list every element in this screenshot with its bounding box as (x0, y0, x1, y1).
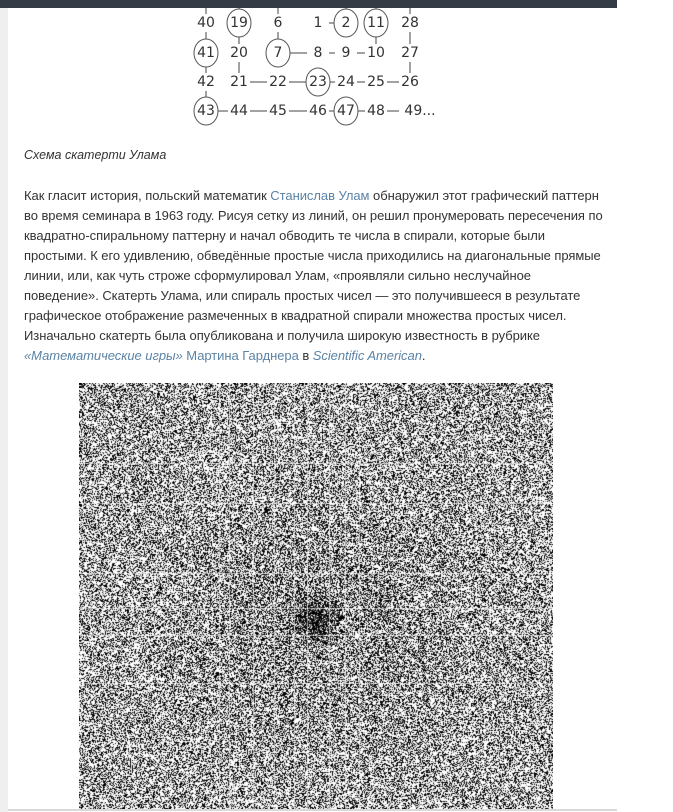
spiral-number: 26 (401, 74, 419, 90)
spiral-number: 7 (273, 45, 283, 61)
ulam-spiral-canvas (79, 383, 553, 810)
spiral-number: 42 (197, 74, 215, 90)
divider (8, 809, 617, 811)
spiral-number: 24 (337, 74, 355, 90)
spiral-number: 43 (197, 103, 215, 119)
spiral-number: 47 (337, 103, 355, 119)
spiral-number: 40 (197, 15, 215, 31)
spiral-number: 10 (367, 45, 385, 61)
top-bar (0, 0, 617, 8)
spiral-number: 28 (401, 15, 419, 31)
spiral-number: 22 (269, 74, 287, 90)
spiral-number: 11 (367, 15, 385, 31)
spiral-number: 49... (404, 103, 436, 119)
link-stanislaw-ulam[interactable]: Станислав Улам (270, 188, 370, 203)
spiral-number: 25 (367, 74, 385, 90)
spiral-number: 21 (230, 74, 248, 90)
spiral-number: 20 (230, 45, 248, 61)
left-gutter (0, 8, 8, 812)
spiral-number: 27 (401, 45, 419, 61)
figure-caption: Схема скатерти Улама (24, 148, 167, 162)
spiral-number: 8 (313, 45, 323, 61)
spiral-number: 23 (309, 74, 327, 90)
spiral-number: 41 (197, 45, 215, 61)
paragraph-text: в (298, 348, 313, 363)
spiral-number: 44 (230, 103, 248, 119)
link-scientific-american[interactable]: Scientific American (312, 348, 422, 363)
ulam-spiral-image (79, 383, 553, 810)
spiral-number: 19 (230, 15, 248, 31)
paragraph-text: обнаружил этот графический паттерн во время семинара в 1963 году. Рисуя сетку из линий, он решил пронумеровать пересечения по квадратно-спиральному паттерну и начал обводить те числа в спирали, которые были простыми. К его удивлению, обведённые простые числа приходились на диагональные прямые линии, или, как чуть строже сформулировал Улам, «проявляли сильно неслучайное поведение». Скатерть Улама, или спираль простых чисел — это получившееся в результате графическое отображение размеченных в квадратной спирали множества простых чисел. Изначально скатерть была опубликована и получила широкую известность в рубрике (24, 188, 603, 343)
spiral-number: 1 (313, 15, 323, 31)
article-paragraph: Как гласит история, польский математик Станислав Улам обнаружил этот графический паттерн во время семинара в 1963 году. Рисуя сетку из линий, он решил пронумеровать пересечения по квадратно-спиральному паттерну и начал обводить те числа в спирали, которые были простыми. К его удивлению, обведённые простые числа приходились на диагональные прямые линии, или, как чуть строже сформулировал Улам, «проявляли сильно неслучайное поведение». Скатерть Улама, или спираль простых чисел — это получившееся в результате графическое отображение размеченных в квадратной спирали множества простых чисел. Изначально скатерть была опубликована и получила широкую известность в рубрике «Математические игры» Мартина Гарднера в Scientific American. (24, 188, 603, 363)
spiral-number: 2 (341, 15, 351, 31)
spiral-number: 6 (273, 15, 283, 31)
link-mathematical-games[interactable]: «Математические игры» (24, 348, 183, 363)
link-martin-gardner[interactable]: Мартина Гарднера (186, 348, 299, 363)
spiral-number: 9 (341, 45, 351, 61)
spiral-number: 46 (309, 103, 327, 119)
ulam-spiral-diagram (180, 8, 460, 126)
paragraph-text: Как гласит история, польский математик (24, 188, 271, 203)
spiral-number: 45 (269, 103, 287, 119)
spiral-number: 48 (367, 103, 385, 119)
